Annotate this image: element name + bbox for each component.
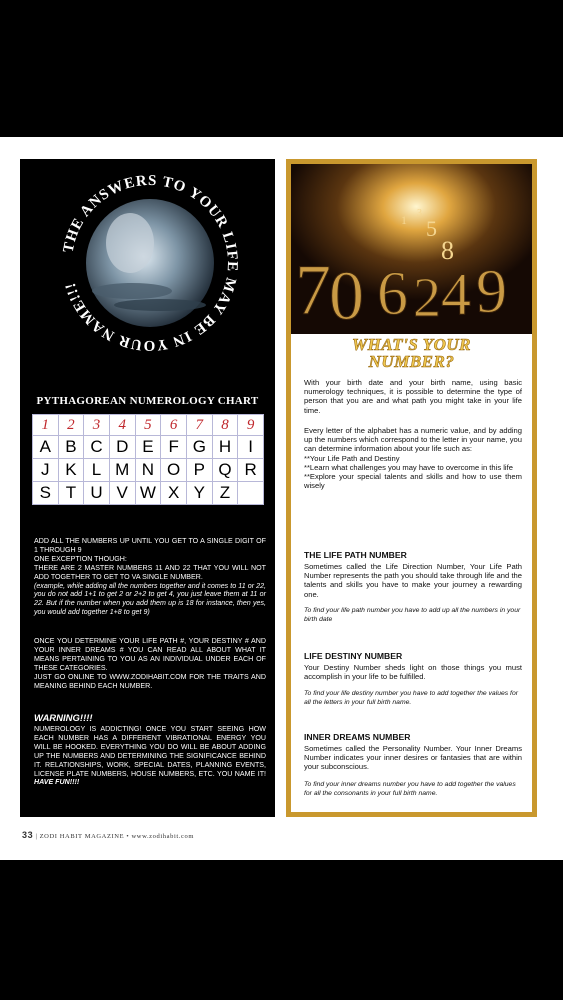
- letter-cell: F: [161, 436, 187, 459]
- circle-text: THE ANSWERS TO YOUR LIFE MAY BE IN YOUR NAME!!!: [60, 173, 240, 353]
- letter-cell: T: [58, 482, 84, 505]
- number-cell: 9: [238, 415, 264, 436]
- section-heading: INNER DREAMS NUMBER: [304, 732, 411, 742]
- digit-4: 4: [441, 261, 471, 327]
- example-text: (example, while adding all the numbers together and it comes to 11 or 22, you do not add 1+1 to get 2 or 2+2 to get 4, you just leave them at 11 or 22. But if the number when you add them up is 18 for instance, then yes, you would add together 1+8 to get 9): [34, 581, 266, 617]
- chart-title: PYTHAGOREAN NUMEROLOGY CHART: [36, 395, 259, 407]
- letter-cell: X: [161, 482, 187, 505]
- letter-cell: M: [109, 459, 135, 482]
- number-cell: 1: [33, 415, 59, 436]
- letter-cell: Q: [212, 459, 238, 482]
- determine-text: [34, 637, 266, 690]
- bullet-item: **Your Life Path and Destiny: [304, 453, 400, 463]
- digit-7: 7: [295, 250, 331, 330]
- letter-cell: N: [135, 459, 161, 482]
- letter-row: [33, 459, 264, 482]
- have-fun-text: HAVE FUN!!!!: [34, 778, 80, 787]
- panel-inner: [291, 164, 532, 812]
- letter-cell: H: [212, 436, 238, 459]
- letter-cell: W: [135, 482, 161, 505]
- number-cell: 2: [58, 415, 84, 436]
- digit-3: 3: [417, 208, 422, 219]
- instructions-text: [34, 537, 266, 617]
- number-cell: 3: [84, 415, 110, 436]
- letter-cell: L: [84, 459, 110, 482]
- digit-1: 1: [401, 213, 407, 227]
- section-note: To find your inner dreams number you have to add together the values for all the consonants in your full birth name.: [304, 781, 516, 797]
- letter-value-paragraph: [304, 426, 522, 490]
- magazine-name: ZODI HABIT MAGAZINE: [39, 833, 125, 840]
- letter-cell: A: [33, 436, 59, 459]
- digit-8: 8: [441, 236, 454, 265]
- page-number: 33: [22, 830, 34, 840]
- determine-para: ONCE YOU DETERMINE YOUR LIFE PATH #, YOUR DESTINY # AND YOUR INNER DREAMS # YOU CAN READ ALL ABOUT WHAT IT MEANS PERTAINING TO YOU AS AN INDIVIDUAL UNDER EACH OF THESE CATEGORIES.: [34, 637, 266, 672]
- letter-cell: D: [109, 436, 135, 459]
- instructions-para1: ADD ALL THE NUMBERS UP UNTIL YOU GET TO A SINGLE DIGIT OF 1 THROUGH 9: [34, 537, 266, 554]
- section-body: Sometimes called the Life Direction Number, Your Life Path Number represents the path you should take through life and the talents and skills you have to make your journey a rewarding one.: [304, 562, 522, 599]
- digit-2: 2: [413, 267, 441, 329]
- number-cell: 5: [135, 415, 161, 436]
- letter-cell: R: [238, 459, 264, 482]
- digit-0: 0: [329, 258, 364, 334]
- master-numbers-text: THERE ARE 2 MASTER NUMBERS 11 AND 22 THAT YOU WILL NOT ADD TOGETHER TO GET TO VA SINGLE NUMBER.: [34, 563, 266, 581]
- website-para: JUST GO ONLINE TO WWW.ZODIHABIT.COM FOR THE TRAITS AND MEANING BEHIND EACH NUMBER.: [34, 672, 266, 690]
- letter-cell: Y: [186, 482, 212, 505]
- circular-title-graphic: [60, 173, 240, 353]
- every-letter-text: Every letter of the alphabet has a numeric value, and by adding up the numbers which correspond to the letter in your name, you can determine information about your life such as:: [304, 426, 522, 454]
- digit-6: 6: [377, 260, 408, 328]
- letter-cell: J: [33, 459, 59, 482]
- letter-row: [33, 482, 264, 505]
- letter-row: [33, 436, 264, 459]
- page-title: [291, 336, 532, 370]
- title-line1: WHAT'S YOUR: [351, 335, 472, 354]
- digit-5: 5: [426, 216, 437, 241]
- letter-cell: S: [33, 482, 59, 505]
- face-water-illustration: [60, 173, 240, 353]
- number-cell: 6: [161, 415, 187, 436]
- warning-title: WARNING!!!!: [34, 713, 93, 724]
- digit-9: 9: [476, 258, 507, 326]
- numerology-table: [32, 414, 264, 505]
- letter-cell: C: [84, 436, 110, 459]
- letter-cell: P: [186, 459, 212, 482]
- letter-cell: K: [58, 459, 84, 482]
- warning-body: NUMEROLOGY IS ADDICTING! ONCE YOU START SEEING HOW EACH NUMBER HAS A DIFFERENT VIBRATIONAL ENERGY YOU WILL BE HOOKED. EVERYTHING YOU DO WILL BE ABOUT ADDING UP THE NUMBERS AND DETERMINING THE SIGNIFICANCE BEHIND IT. RELATIONSHIPS, WORK, SPECIAL DATES, PLANNING EVENTS, LICENSE PLATE NUMBERS, HOUSE NUMBERS, ETC. YOU NAME IT!: [34, 725, 266, 778]
- section-note: To find your life path number you have to add up all the numbers in your birth date: [304, 607, 521, 623]
- letter-cell: G: [186, 436, 212, 459]
- section-body: Sometimes called the Personality Number. Your Inner Dreams Number indicates your inner desires or fantasies that are within your subconscious.: [304, 744, 522, 772]
- magazine-url: www.zodihabit.com: [131, 833, 194, 840]
- numerology-chart-panel: [20, 159, 275, 817]
- number-cell: 7: [186, 415, 212, 436]
- section-heading: THE LIFE PATH NUMBER: [304, 550, 407, 560]
- number-row: [33, 415, 264, 436]
- magazine-page: [0, 137, 563, 860]
- exception-label: ONE EXCEPTION THOUGH:: [34, 554, 127, 563]
- section-body: Your Destiny Number sheds light on those things you must accomplish in your life to be fulfilled.: [304, 663, 522, 682]
- intro-paragraph: With your birth date and your birth name, using basic numerology techniques, it is possible to determine the type of person that you are and what path you might take in your life time.: [304, 378, 522, 415]
- letter-cell: [238, 482, 264, 505]
- page-footer: 33 | ZODI HABIT MAGAZINE • www.zodihabit.com: [22, 830, 194, 840]
- section-note: To find your life destiny number you have to add together the values for all the letters in your full birth name.: [304, 690, 518, 706]
- letter-cell: V: [109, 482, 135, 505]
- letter-cell: I: [238, 436, 264, 459]
- whats-your-number-panel: [286, 159, 537, 817]
- letter-cell: U: [84, 482, 110, 505]
- number-cell: 4: [109, 415, 135, 436]
- bullet-item: **Explore your special talents and skills and how to use them wisely: [304, 472, 522, 491]
- section-heading: LIFE DESTINY NUMBER: [304, 651, 403, 661]
- number-cell: 8: [212, 415, 238, 436]
- letter-cell: B: [58, 436, 84, 459]
- title-line2: NUMBER?: [368, 352, 455, 371]
- letter-cell: Z: [212, 482, 238, 505]
- bullet-item: **Learn what challenges you may have to overcome in this life: [304, 462, 513, 472]
- warning-text: [34, 725, 266, 787]
- letter-cell: O: [161, 459, 187, 482]
- letter-cell: E: [135, 436, 161, 459]
- golden-numbers-illustration: [291, 164, 532, 334]
